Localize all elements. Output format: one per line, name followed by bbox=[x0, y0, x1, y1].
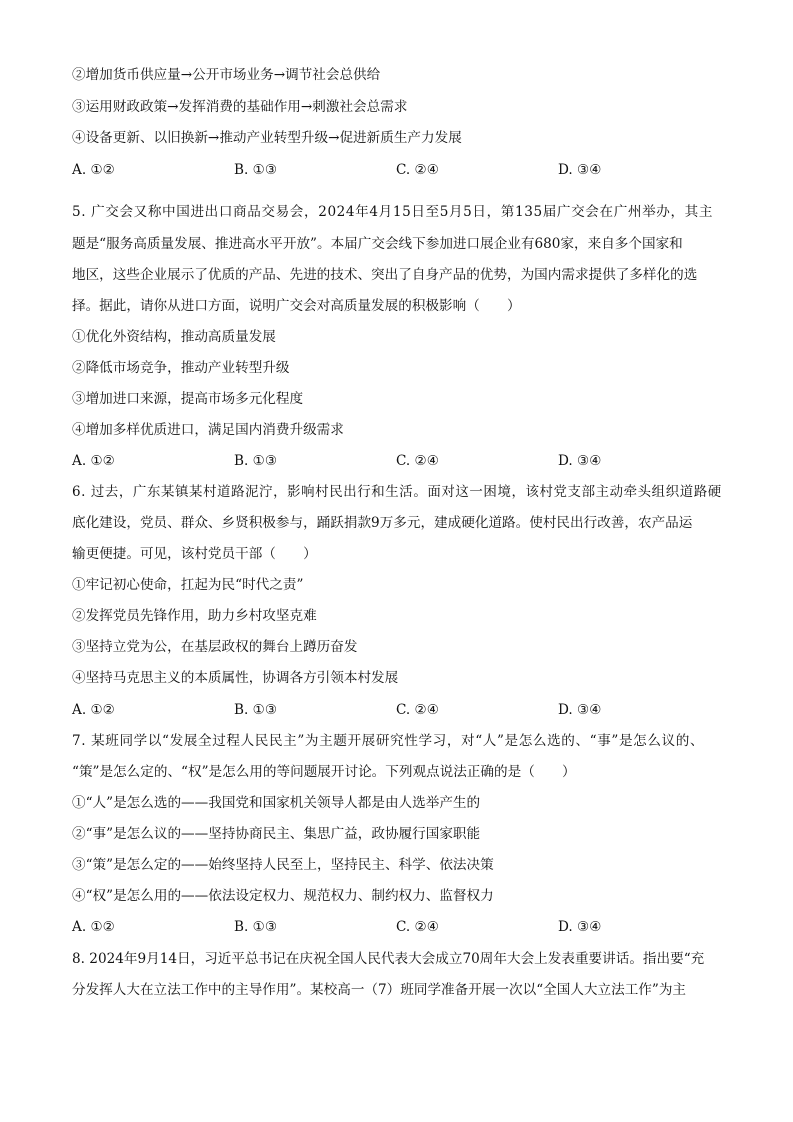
option-a: A. ①② bbox=[72, 919, 115, 935]
statement: ④“权”是怎么用的——依法设定权力、规范权力、制约权力、监督权力 bbox=[72, 888, 494, 904]
statement: ④增加多样优质进口，满足国内消费升级需求 bbox=[72, 422, 344, 438]
option-d: D. ③④ bbox=[558, 162, 602, 178]
answer-options bbox=[72, 918, 722, 936]
option-a: A. ①② bbox=[72, 453, 115, 469]
statement: ②“事”是怎么议的——坚持协商民主、集思广益，政协履行国家职能 bbox=[72, 826, 481, 842]
statement: ②增加货币供应量→公开市场业务→调节社会总供给 bbox=[72, 67, 381, 83]
option-a: A. ①② bbox=[72, 702, 115, 718]
question-5-text-line: 题是“服务高质量发展、推进高水平开放”。本届广交会线下参加进口展企业有680家，来自多个国家和 bbox=[72, 236, 683, 252]
statement: ①牢记初心使命，扛起为民“时代之责” bbox=[72, 577, 304, 593]
option-a: A. ①② bbox=[72, 162, 115, 178]
statement: ②降低市场竞争，推动产业转型升级 bbox=[72, 360, 290, 376]
question-8-text-line: 8. 2024年9月14日，习近平总书记在庆祝全国人民代表大会成立70周年大会上发表重要讲话。指出要“充 bbox=[72, 951, 705, 967]
question-6-text-line: 输更便捷。可见，该村党员干部（ ） bbox=[72, 546, 317, 562]
statement: ①“人”是怎么选的——我国党和国家机关领导人都是由人选举产生的 bbox=[72, 795, 481, 811]
option-b: B. ①③ bbox=[234, 919, 278, 935]
statement: ③“策”是怎么定的——始终坚持人民至上，坚持民主、科学、依法决策 bbox=[72, 857, 494, 873]
question-7-text-line: “策”是怎么定的、“权”是怎么用的等问题展开讨论。下列观点说法正确的是（ ） bbox=[72, 764, 576, 780]
statement: ③增加进口来源，提高市场多元化程度 bbox=[72, 391, 304, 407]
option-d: D. ③④ bbox=[558, 702, 602, 718]
question-7-text-line: 7. 某班同学以“发展全过程人民民主”为主题开展研究性学习，对“人”是怎么选的、“事”是怎么议的、 bbox=[72, 733, 705, 749]
option-c: C. ②④ bbox=[396, 162, 439, 178]
statement: ③坚持立党为公，在基层政权的舞台上蹲历奋发 bbox=[72, 639, 358, 655]
option-c: C. ②④ bbox=[396, 453, 439, 469]
option-c: C. ②④ bbox=[396, 919, 439, 935]
question-5-text-line: 择。据此，请你从进口方面，说明广交会对高质量发展的积极影响（ ） bbox=[72, 298, 521, 314]
answer-options bbox=[72, 161, 722, 179]
statement: ②发挥党员先锋作用，助力乡村攻坚克难 bbox=[72, 608, 317, 624]
question-8-text-line: 分发挥人大在立法工作中的主导作用”。某校高一（7）班同学准备开展一次以“全国人大立法工作”为主 bbox=[72, 982, 687, 998]
answer-options bbox=[72, 452, 722, 470]
option-d: D. ③④ bbox=[558, 919, 602, 935]
question-5-text-line: 5. 广交会又称中国进出口商品交易会，2024年4月15日至5月5日，第135届广交会在广州举办，其主 bbox=[72, 204, 714, 220]
question-5-text-line: 地区，这些企业展示了优质的产品、先进的技术、突出了自身产品的优势，为国内需求提供了多样化的选 bbox=[72, 267, 698, 283]
statement: ④坚持马克思主义的本质属性，协调各方引领本村发展 bbox=[72, 670, 399, 686]
answer-options bbox=[72, 701, 722, 719]
statement: ①优化外资结构，推动高质量发展 bbox=[72, 329, 276, 345]
statement: ④设备更新、以旧换新→推动产业转型升级→促进新质生产力发展 bbox=[72, 130, 462, 146]
option-c: C. ②④ bbox=[396, 702, 439, 718]
option-b: B. ①③ bbox=[234, 702, 278, 718]
question-6-text-line: 底化建设，党员、群众、乡贤积极参与，踊跃捐款9万多元，建成硬化道路。使村民出行改善，农产品运 bbox=[72, 515, 693, 531]
option-d: D. ③④ bbox=[558, 453, 602, 469]
option-b: B. ①③ bbox=[234, 162, 278, 178]
question-6-text-line: 6. 过去，广东某镇某村道路泥泞，影响村民出行和生活。面对这一困境，该村党支部主动牵头组织道路硬 bbox=[72, 484, 722, 500]
option-b: B. ①③ bbox=[234, 453, 278, 469]
statement: ③运用财政政策→发挥消费的基础作用→刺激社会总需求 bbox=[72, 99, 408, 115]
